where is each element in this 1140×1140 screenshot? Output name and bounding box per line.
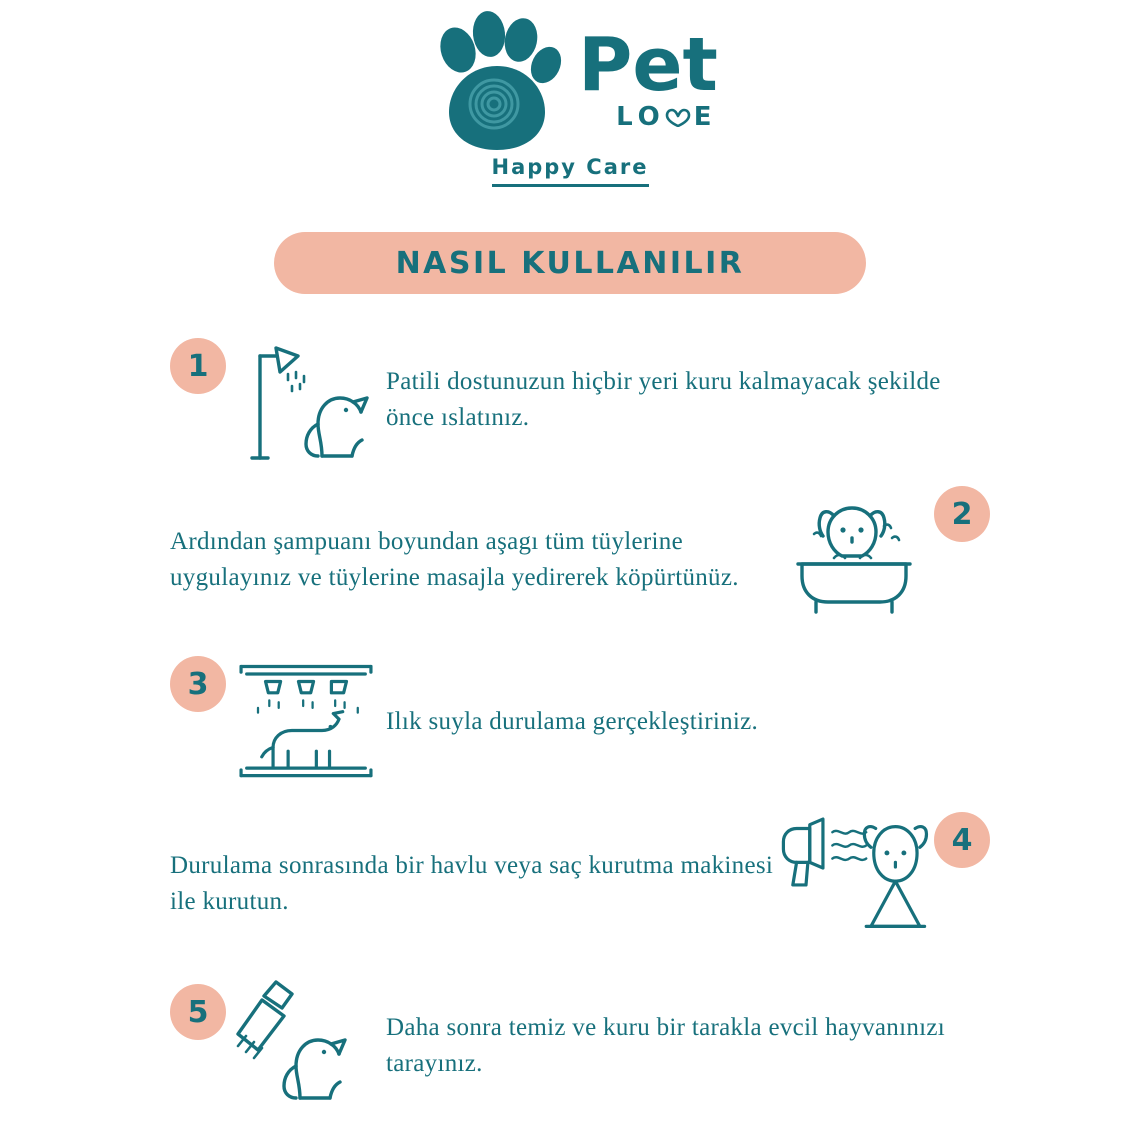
brand-tagline-text: Happy Care	[492, 155, 649, 187]
title-banner-wrap	[0, 232, 1140, 294]
rinse-station-dog-icon	[226, 642, 386, 802]
logo-love-o: O	[637, 102, 662, 133]
logo-primary-text: Pet	[578, 22, 718, 108]
logo-wordmark	[578, 22, 718, 133]
steps-list	[0, 320, 1140, 1126]
list-item	[170, 320, 990, 480]
list-item	[170, 480, 990, 640]
step-number-badge: 3	[170, 656, 226, 712]
paw-print-icon	[422, 8, 572, 158]
brand-tagline	[0, 155, 1140, 187]
title-banner	[274, 232, 866, 294]
list-item	[170, 642, 990, 802]
page-title: NASIL KULLANILIR	[395, 245, 745, 281]
comb-dog-icon	[226, 966, 386, 1126]
logo-secondary-text	[616, 102, 713, 132]
step-number-badge: 5	[170, 984, 226, 1040]
step-text: Daha sonra temiz ve kuru bir tarakla evcil hayvanınızı tarayınız.	[386, 1013, 946, 1077]
step-text: Patili dostunuzun hiçbir yeri kuru kalmayacak şekilde önce ıslatınız.	[386, 367, 941, 431]
heart-icon	[665, 107, 691, 127]
step-number-badge: 1	[170, 338, 226, 394]
logo-love-lo: L	[616, 102, 635, 133]
step-number-badge: 4	[934, 812, 990, 868]
shower-dog-icon	[226, 320, 386, 480]
dog-in-bathtub-icon	[774, 480, 934, 640]
brand-logo-block	[0, 0, 1140, 210]
logo-row	[0, 8, 1140, 158]
step-text: Ilık suyla durulama gerçekleştiriniz.	[386, 707, 759, 735]
list-item	[170, 804, 990, 964]
step-text: Durulama sonrasında bir havlu veya saç kurutma makinesi ile kurutun.	[170, 851, 774, 915]
step-number-badge: 2	[934, 486, 990, 542]
list-item	[170, 966, 990, 1126]
hair-dryer-dog-icon	[774, 804, 934, 964]
logo-love-e: E	[693, 102, 714, 133]
step-text: Ardından şampuanı boyundan aşagı tüm tüylerine uygulayınız ve tüylerine masajla yedirerek köpürtünüz.	[170, 527, 739, 591]
